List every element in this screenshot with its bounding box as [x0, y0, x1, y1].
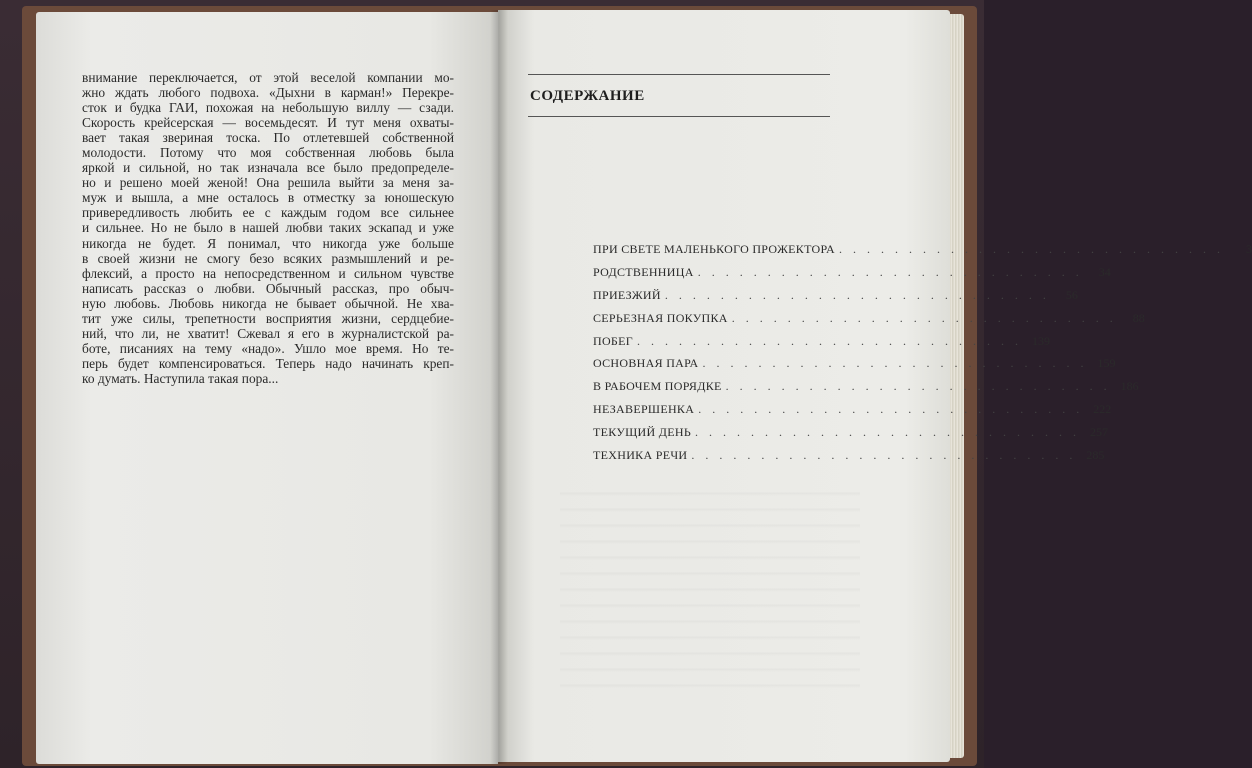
show-through-texture — [560, 480, 860, 700]
toc-leader: . . . . . . . . . . . . . . . . . . . . . . . . . . . . — [698, 402, 1084, 417]
toc-leader: . . . . . . . . . . . . . . . . . . . . . . . . . . . . — [702, 356, 1088, 371]
toc-entry-page: 186 — [1120, 379, 1139, 394]
toc-entry[interactable] — [593, 310, 1145, 334]
toc-entry-label: В РАБОЧЕМ ПОРЯДКЕ — [593, 379, 722, 394]
text-line: написать рассказ о любви. Обычный рассказ, про обыч- — [82, 280, 454, 296]
toc-entry-page: 3 — [1245, 242, 1252, 256]
book-gutter — [490, 10, 508, 764]
text-line: внимание переключается, от этой веселой компании мо- — [82, 70, 454, 85]
toc-entry[interactable] — [593, 242, 1252, 265]
text-line: ко думать. Наступила такая пора... — [82, 370, 279, 386]
text-line: но и решено моей женой! Она решила выйти за меня за- — [82, 175, 454, 191]
text-line: вает такая звериная тоска. По отлетевшей собственной — [82, 130, 454, 146]
toc-leader: . . . . . . . . . . . . . . . . . . . . . . . . . . . . — [695, 425, 1081, 440]
toc-entry[interactable] — [593, 287, 1078, 311]
toc-title: СОДЕРЖАНИЕ — [530, 88, 645, 104]
toc-entry-page: 56 — [1065, 287, 1078, 302]
toc-leader: . . . . . . . . . . . . . . . . . . . . . . . . . . . . — [637, 333, 1022, 348]
text-line: перь будет компенсироваться. Теперь надо начинать креп- — [82, 355, 454, 371]
toc-entry-label: ПРИЕЗЖИЙ — [593, 287, 661, 302]
toc-entry[interactable] — [593, 425, 1109, 448]
toc-leader: . . . . . . . . . . . . . . . . . . . . . . . . . . . . — [731, 310, 1117, 325]
toc-entry-page: 222 — [1093, 402, 1112, 417]
toc-entry-page: 88 — [1132, 310, 1145, 325]
text-line: привередливость любить ее с каждым годом все сильнее — [82, 205, 454, 221]
toc-entry-page: 285 — [1086, 448, 1105, 463]
text-line: флексий, а просто на непосредственном и сильном чувстве — [82, 265, 454, 281]
text-line: Скорость крейсерская — восемьдесят. И тут меня охваты- — [82, 115, 454, 131]
text-line: жно ждать любого подвоха. «Дыхни в карман!» Перекре- — [82, 85, 454, 101]
toc-entry-label: ПОБЕГ — [593, 333, 633, 348]
toc-entry[interactable] — [593, 333, 1050, 357]
toc-entry-page: 257 — [1090, 425, 1109, 440]
toc-entry-label: ОСНОВНАЯ ПАРА — [593, 356, 699, 371]
toc-entry-label: ТЕХНИКА РЕЧИ — [593, 448, 688, 463]
text-line: в своей жизни не смогу безо всяких размышлений и ре- — [82, 250, 454, 266]
toc-leader: . . . . . . . . . . . . . . . . . . . . . . . . . . . . — [691, 448, 1077, 463]
toc-entry[interactable] — [593, 448, 1105, 471]
text-line: муж и вышла, а мне осталось в отместку за юношескую — [82, 190, 454, 206]
text-line: никогда не будет. Я понимал, что никогда уже больше — [82, 235, 454, 251]
text-line: ную любовь. Любовь никогда не бывает обычной. Не хва- — [82, 295, 454, 311]
toc-leader: . . . . . . . . . . . . . . . . . . . . . . . . . . . . — [664, 287, 1050, 302]
left-page-body-text — [82, 70, 454, 386]
text-line: яркой и сильной, но так изначала все было предопределе- — [82, 160, 454, 176]
toc-entry-label: НЕЗАВЕРШЕНКА — [593, 402, 695, 417]
toc-entry-page: 34 — [1098, 264, 1111, 279]
title-rule-bottom — [528, 116, 830, 117]
table-of-contents — [593, 242, 1252, 471]
toc-entry-page: 139 — [1032, 333, 1050, 348]
text-line: боте, писаниях на тему «надо». Ушло мое время. Но те- — [82, 340, 454, 356]
toc-leader: . . . . . . . . . . . . . . . . . . . . . . . . . . . . — [725, 379, 1111, 394]
text-line: и сильнее. Но не было в нашей любви таких эскапад и уже — [82, 220, 454, 236]
toc-entry-label: ТЕКУЩИЙ ДЕНЬ — [593, 425, 692, 440]
toc-entry-label: ПРИ СВЕТЕ МАЛЕНЬКОГО ПРОЖЕКТОРА — [593, 242, 835, 256]
toc-entry[interactable] — [593, 379, 1139, 402]
toc-entry-label: РОДСТВЕННИЦА — [593, 264, 694, 279]
text-line: тит уже силы, трепетности восприятия жизни, сердцебие- — [82, 310, 454, 326]
toc-entry-page: 159 — [1097, 356, 1116, 371]
title-rule-top — [528, 74, 830, 75]
toc-entry-label: СЕРЬЕЗНАЯ ПОКУПКА — [593, 310, 728, 325]
toc-entry[interactable] — [593, 264, 1111, 288]
toc-entry[interactable] — [593, 356, 1116, 379]
text-line: сток и будка ГАИ, похожая на небольшую виллу — сзади. — [82, 100, 454, 116]
text-line: ний, что ли, не хватит! Сжевал я его в журналистской ра- — [82, 325, 454, 341]
text-line: молодости. Потому что моя собственная любовь была — [82, 145, 454, 161]
toc-entry[interactable] — [593, 402, 1112, 425]
toc-leader: . . . . . . . . . . . . . . . . . . . . . . . . . . . . — [838, 242, 1224, 256]
toc-leader: . . . . . . . . . . . . . . . . . . . . . . . . . . . . — [697, 264, 1083, 279]
